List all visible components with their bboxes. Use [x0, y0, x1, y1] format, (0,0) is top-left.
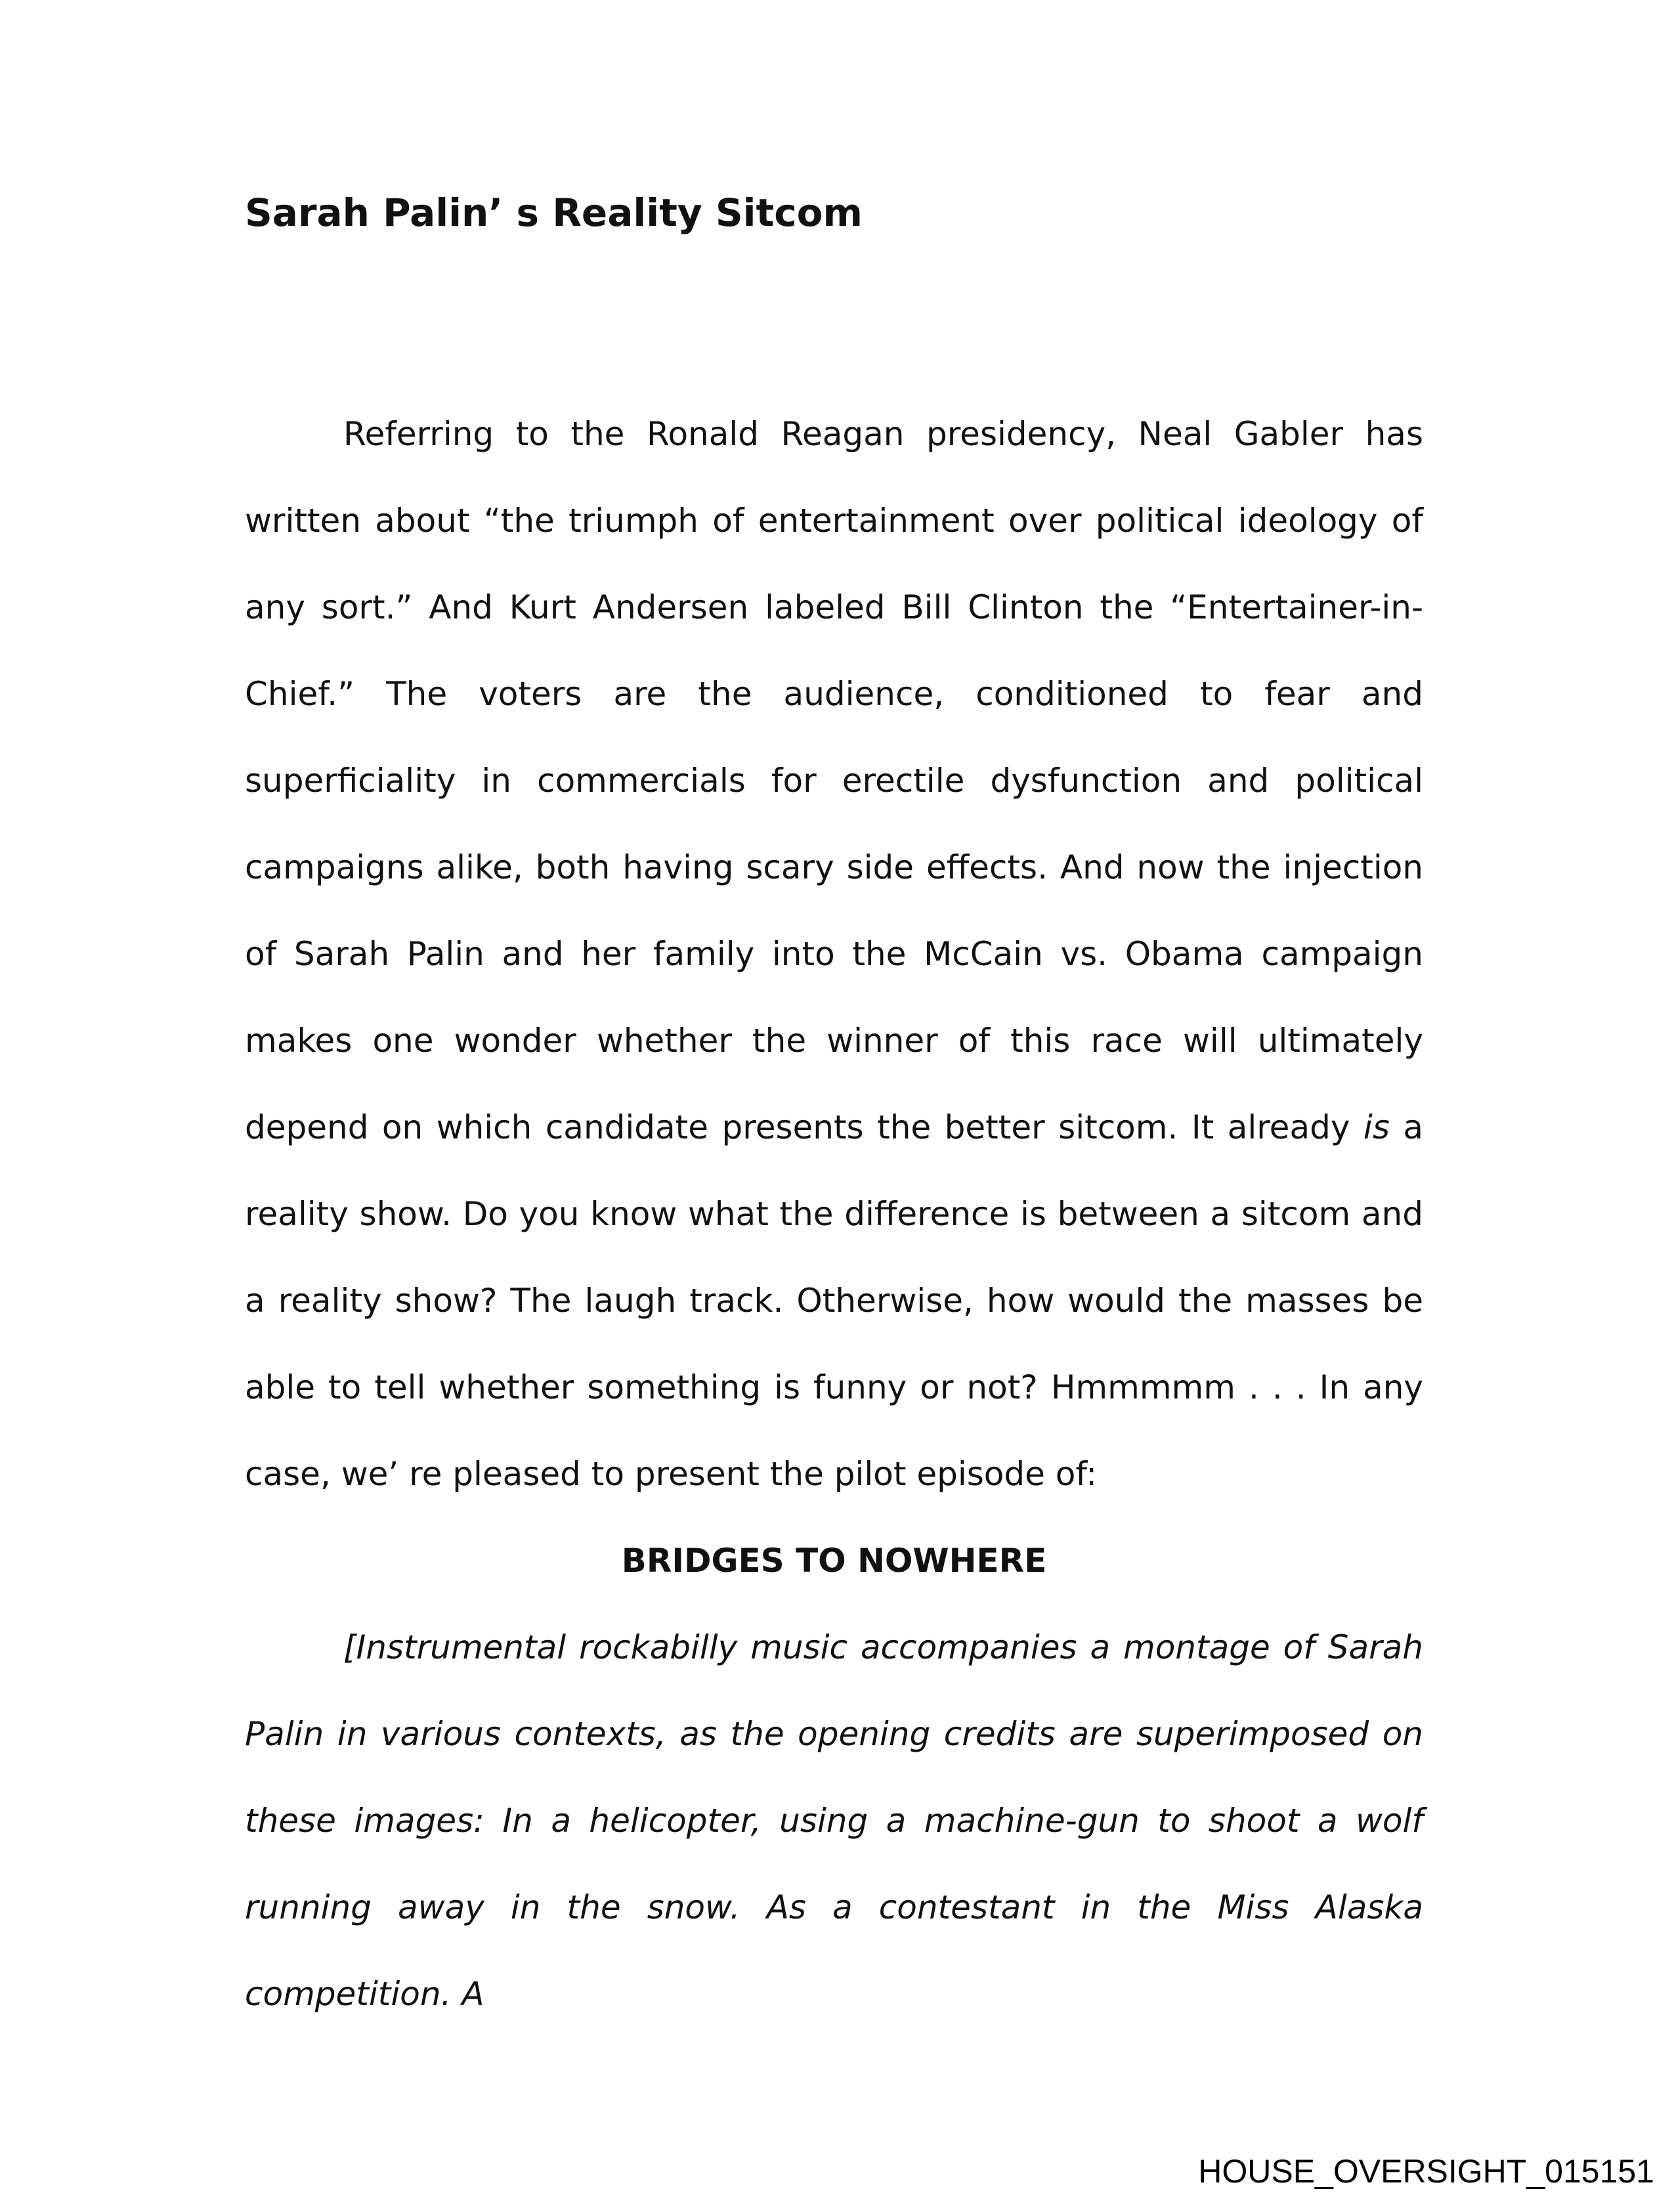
document-body	[245, 391, 1423, 2037]
page-title: Sarah Palin’ s Reality Sitcom	[245, 190, 863, 235]
intro-text-part-2: a reality show. Do you know what the difference is between a sitcom and a reality show? The laugh track. Otherwise, how would the masses be able to tell whether something is funny or not? Hmmmmm . . . In any case, we’ re pleased to present the pilot episode of:	[245, 1108, 1424, 1493]
stage-direction: [Instrumental rockabilly music accompanies a montage of Sarah Palin in various contexts, as the opening credits are superimposed on these images: In a helicopter, using a machine-gun to shoot a wolf running away in the snow. As a contestant in the Miss Alaska competition. A	[245, 1628, 1423, 2013]
show-title: BRIDGES TO NOWHERE	[621, 1542, 1047, 1580]
intro-emphasis: is	[1363, 1108, 1390, 1146]
document-id: HOUSE_OVERSIGHT_015151	[1198, 2153, 1654, 2190]
intro-paragraph	[245, 391, 1423, 1517]
intro-text-part-1: Referring to the Ronald Reagan presidency, Neal Gabler has written about “the triumph of entertainment over political ideology of any sort.” And Kurt Andersen labeled Bill Clinton the “Entertainer-in-Chief.” The voters are the audience, conditioned to fear and superficiality in commercials for erectile dysfunction and political campaigns alike, both having scary side effects. And now the injection of Sarah Palin and her family into the McCain vs. Obama campaign makes one wonder whether the winner of this race will ultimately depend on which candidate presents the better sitcom. It already	[245, 415, 1423, 1146]
